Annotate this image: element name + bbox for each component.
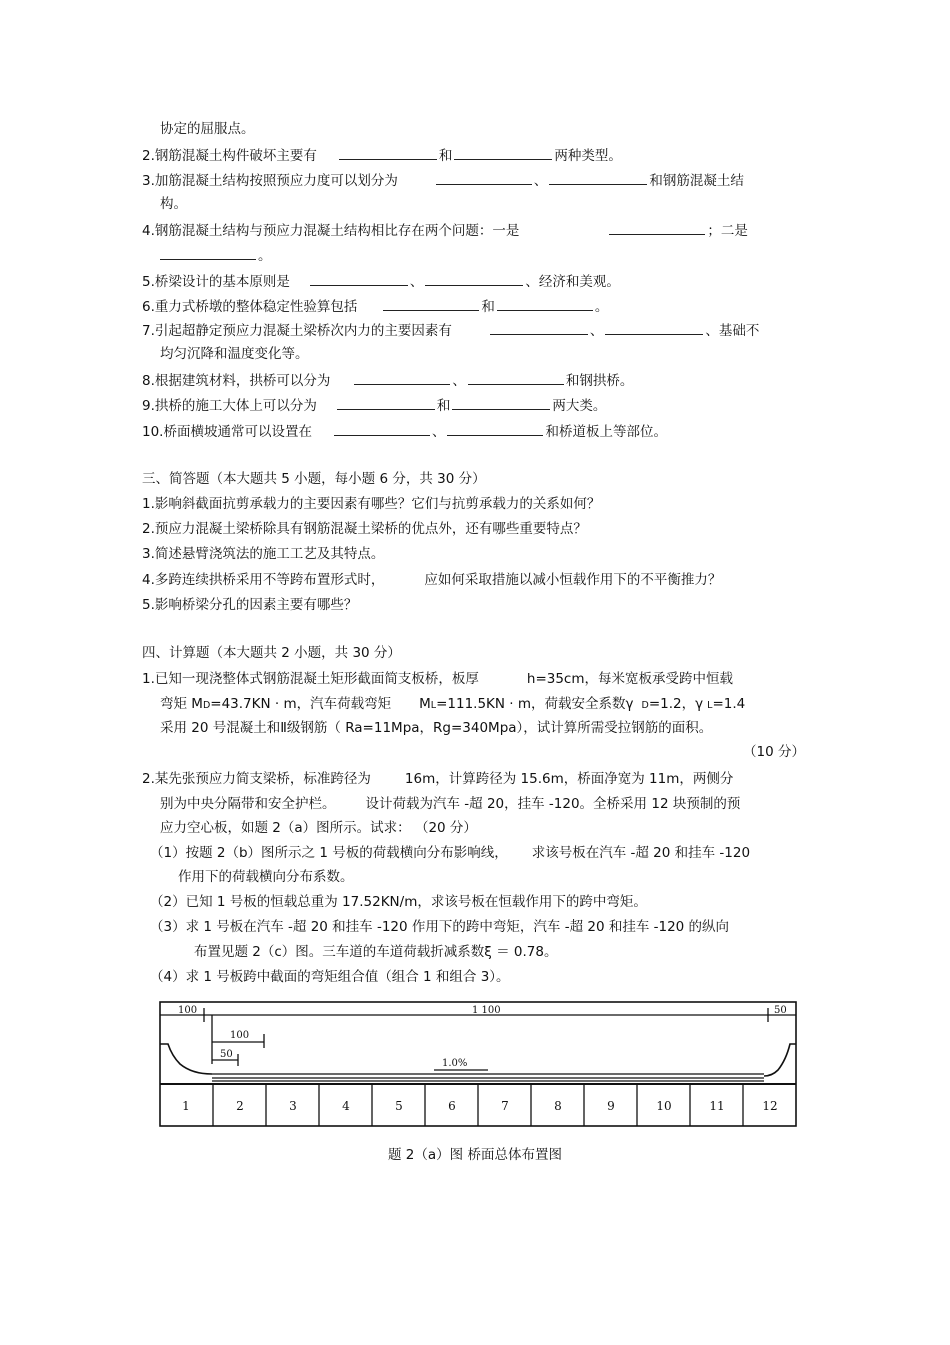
text: 3.加筋混凝土结构按照预应力度可以划分为 (142, 173, 398, 189)
plate-label: 10 (656, 1099, 672, 1113)
calc-problem-1-line3: 采用 20 号混凝土和Ⅱ级钢筋（ Ra=11Mpa，Rg=340Mpa），试计算所需受拉钢筋的面积。 (160, 720, 713, 736)
text: 和 (436, 398, 451, 414)
text: 两种类型。 (554, 148, 622, 164)
plate-label: 12 (762, 1099, 778, 1113)
text: 、 (452, 373, 466, 389)
text: 8.根据建筑材料，拱桥可以分为 (142, 373, 331, 389)
answer-blank[interactable] (497, 297, 593, 311)
text: M (419, 696, 431, 712)
text: h=35cm，每米宽板承受跨中恒载 (526, 671, 734, 687)
question-9 (142, 396, 606, 415)
answer-blank[interactable] (605, 321, 703, 335)
question-6 (142, 297, 608, 316)
text: 、 (431, 424, 446, 440)
text: 别为中央分隔带和安全护栏。 (160, 796, 336, 812)
plate-label: 5 (395, 1099, 403, 1113)
answer-blank[interactable] (436, 171, 532, 185)
plate-label: 2 (236, 1099, 244, 1113)
short-question-2: 2.预应力混凝土梁桥除具有钢筋混凝土梁桥的优点外，还有哪些重要特点？ (142, 521, 587, 537)
text: 4.钢筋混凝土结构与预应力混凝土结构相比存在两个问题：一是 (142, 223, 520, 239)
subscript: D (202, 700, 211, 711)
text: ；二是 (707, 223, 748, 239)
text: 2.钢筋混凝土构件破坏主要有 (142, 148, 317, 164)
calc-problem-1-line2 (160, 695, 745, 715)
subscript: L (707, 700, 713, 711)
bridge-deck-figure (158, 1000, 798, 1128)
answer-blank[interactable] (447, 422, 543, 436)
right-curb (764, 1044, 796, 1076)
answer-blank[interactable] (609, 221, 705, 235)
text: =1.2，γ (648, 696, 704, 712)
text: 求该号板在汽车 -超 20 和挂车 -120 (531, 845, 751, 861)
answer-blank[interactable] (339, 146, 437, 160)
answer-blank[interactable] (452, 396, 550, 410)
question-3-cont (160, 195, 187, 213)
plate-label: 6 (448, 1099, 456, 1113)
sub-question-1-cont: 作用下的荷载横向分布系数。 (178, 869, 354, 885)
question-7 (142, 321, 759, 340)
answer-blank[interactable] (549, 171, 647, 185)
answer-blank[interactable] (425, 272, 523, 286)
line-continuation (160, 120, 255, 138)
dim-label-1100: 1 100 (472, 1005, 501, 1016)
question-5 (142, 272, 620, 291)
dim-label-50: 50 (774, 1005, 787, 1016)
sub-question-4: （4）求 1 号板跨中截面的弯矩组合值（组合 1 和组合 3）。 (150, 969, 510, 985)
text: =43.7KN · m，汽车荷载弯矩 (210, 696, 392, 712)
answer-blank[interactable] (334, 422, 430, 436)
question-4-cont (160, 246, 272, 265)
plate-label: 1 (182, 1099, 190, 1113)
answer-blank[interactable] (354, 371, 450, 385)
answer-blank[interactable] (160, 246, 256, 260)
text: 1.已知一现浇整体式钢筋混凝土矩形截面简支板桥，板厚 (142, 671, 479, 687)
text: 协定的屈服点。 (160, 121, 255, 137)
question-3 (142, 171, 744, 190)
text: 应如何采取措施以减小恒载作用下的不平衡推力？ (424, 572, 722, 588)
short-question-1: 1.影响斜截面抗剪承载力的主要因素有哪些？它们与抗剪承载力的关系如何？ (142, 496, 601, 512)
text: 7.引起超静定预应力混凝土梁桥次内力的主要因素有 (142, 323, 452, 339)
plate-label: 4 (342, 1099, 350, 1113)
answer-blank[interactable] (468, 371, 564, 385)
dim-label-100: 100 (178, 1005, 198, 1016)
calc-problem-2-line2 (160, 795, 740, 813)
text: 4.多跨连续拱桥采用不等跨布置形式时， (142, 572, 385, 588)
text: 。 (594, 299, 609, 315)
text: 、 (533, 173, 548, 189)
answer-blank[interactable] (383, 297, 479, 311)
text: 10.桥面横坡通常可以设置在 (142, 424, 312, 440)
answer-blank[interactable] (454, 146, 552, 160)
dim-label-100-inner: 100 (230, 1030, 250, 1041)
text: 、 (409, 274, 424, 290)
question-2 (142, 146, 622, 165)
subscript: L (430, 700, 437, 711)
text: 设计荷载为汽车 -超 20，挂车 -120。全桥采用 12 块预制的预 (365, 796, 741, 812)
plate-label: 3 (289, 1099, 297, 1113)
text: 2.某先张预应力简支梁桥，标准跨径为 (142, 771, 371, 787)
subscript: D (641, 700, 649, 711)
question-10 (142, 422, 667, 441)
text: 构。 (160, 196, 187, 212)
short-question-3: 3.简述悬臂浇筑法的施工工艺及其特点。 (142, 546, 385, 562)
text: =111.5KN · m，荷载安全系数γ (436, 696, 634, 712)
calc-problem-2-line1 (142, 770, 733, 788)
sub-question-1 (150, 844, 750, 862)
text: 和钢拱桥。 (565, 373, 634, 389)
question-8 (142, 371, 633, 390)
plate-label: 9 (607, 1099, 615, 1113)
text: 均匀沉降和温度变化等。 (160, 346, 309, 362)
calc-problem-1-score: （10 分） (743, 744, 805, 760)
text: （1）按题 2（b）图所示之 1 号板的荷载横向分布影响线， (150, 845, 508, 861)
section-header-short-answer: 三、简答题（本大题共 5 小题，每小题 6 分，共 30 分） (142, 471, 486, 487)
short-question-4 (142, 571, 721, 589)
text: 和 (438, 148, 453, 164)
text: 16m，计算跨径为 15.6m，桥面净宽为 11m，两侧分 (404, 771, 734, 787)
text: 弯矩 M (160, 696, 203, 712)
plate-label: 8 (554, 1099, 562, 1113)
text: 。 (258, 248, 272, 264)
plate-label: 11 (709, 1099, 725, 1113)
sub-question-2: （2）已知 1 号板的恒载总重为 17.52KN/m，求该号板在恒载作用下的跨中弯矩。 (150, 894, 647, 910)
text: 6.重力式桥墩的整体稳定性验算包括 (142, 299, 358, 315)
slope-label: 1.0% (442, 1058, 468, 1069)
left-curb (160, 1044, 212, 1074)
short-question-5: 5.影响桥梁分孔的因素主要有哪些？ (142, 597, 358, 613)
text: 、基础不 (705, 323, 760, 339)
text: 和 (481, 299, 495, 315)
question-7-cont (160, 345, 309, 363)
calc-problem-2-line3: 应力空心板，如题 2（a）图所示。试求： （20 分） (160, 820, 477, 836)
text: 和桥道板上等部位。 (545, 424, 667, 440)
sub-question-3: （3）求 1 号板在汽车 -超 20 和挂车 -120 作用下的跨中弯矩，汽车 -超 20 和挂车 -120 的纵向 (150, 919, 730, 935)
figure-caption: 题 2（a）图 桥面总体布置图 (388, 1147, 562, 1163)
dim-label-50-inner: 50 (220, 1049, 233, 1060)
text: 9.拱桥的施工大体上可以分为 (142, 398, 317, 414)
text: 、经济和美观。 (525, 274, 620, 290)
text: 5.桥梁设计的基本原则是 (142, 274, 290, 290)
text: 、 (589, 323, 604, 339)
text: =1.4 (712, 696, 746, 712)
answer-blank[interactable] (337, 396, 435, 410)
text: 两大类。 (552, 398, 607, 414)
text: 和钢筋混凝土结 (649, 173, 744, 189)
plate-label: 7 (501, 1099, 509, 1113)
calc-problem-1-line1 (142, 670, 733, 688)
sub-question-3-cont: 布置见题 2（c）图。三车道的车道荷载折减系数ξ ＝ 0.78。 (194, 944, 558, 960)
answer-blank[interactable] (310, 272, 408, 286)
question-4 (142, 221, 748, 240)
answer-blank[interactable] (490, 321, 588, 335)
section-header-calc: 四、计算题（本大题共 2 小题，共 30 分） (142, 645, 401, 661)
